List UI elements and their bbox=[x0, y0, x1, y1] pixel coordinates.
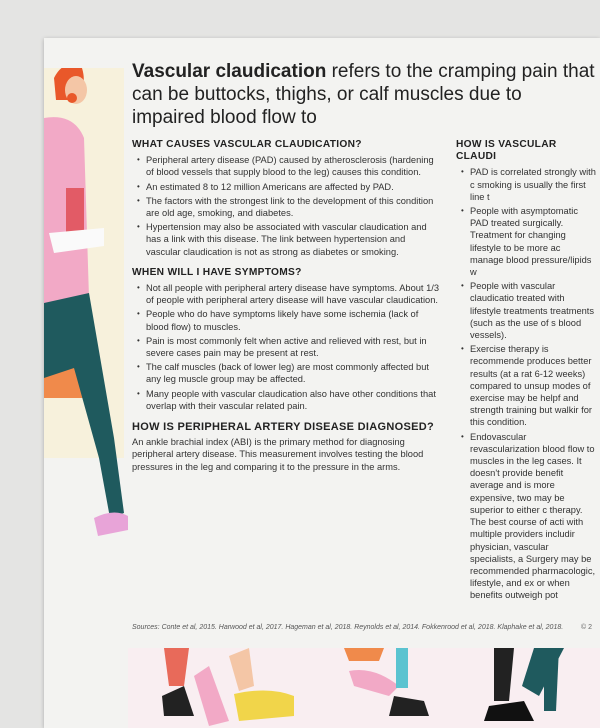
title-term: Vascular claudication bbox=[132, 61, 327, 82]
section-heading-treatment: HOW IS VASCULAR CLAUDI bbox=[456, 139, 557, 163]
list-item-line: blood flow to muscles in the leg bbox=[470, 443, 595, 467]
copyright: © 2 bbox=[581, 623, 592, 631]
list-item-line: smoking is usually the first line t bbox=[470, 179, 586, 202]
list-item-line: treatments (such as the use of s bbox=[470, 305, 595, 328]
list-item: • The calf muscles (back of lower leg) are most commonly affected but any leg muscle group may be affected. bbox=[132, 361, 442, 385]
list-item-line: blood vessels). bbox=[470, 317, 582, 341]
list-item: • An estimated 8 to 12 million Americans are affected by PAD. bbox=[132, 181, 442, 193]
woman-runner-illustration bbox=[44, 68, 128, 548]
list-item bbox=[456, 205, 596, 278]
list-item-line: or when benefits outweigh pot bbox=[470, 578, 570, 601]
list-item: • Peripheral artery disease (PAD) caused by atherosclerosis (hardening of blood vessels that supply blood to the leg) causes this condition. bbox=[132, 154, 442, 178]
list-item-line: Surgery may be recommended bbox=[470, 553, 592, 576]
list-item: • Hypertension may also be associated with vascular claudication and has a link with this disease. The link between hypertension and vascular claudication is not as strong as diabetes or smoking. bbox=[132, 221, 442, 258]
list-item-line: changing lifestyle to be more ac bbox=[470, 230, 566, 253]
list-item bbox=[456, 343, 596, 428]
list-item bbox=[456, 280, 596, 341]
list-item bbox=[456, 166, 596, 203]
list-item-line: produces better results (at a rat bbox=[470, 356, 592, 379]
section-heading-diagnosed: HOW IS PERIPHERAL ARTERY DISEASE DIAGNOSED? bbox=[132, 421, 434, 434]
title-line2: buttocks, thighs, or calf muscles due to impaired blood flow to bbox=[132, 84, 522, 128]
section-heading-symptoms: WHEN WILL I HAVE SYMPTOMS? bbox=[132, 266, 302, 278]
list-item-line: Exercise therapy is recommende bbox=[470, 344, 549, 367]
list-item bbox=[456, 431, 596, 602]
shoes-illustration bbox=[44, 648, 600, 728]
list-item-line: People with vascular claudicatio bbox=[470, 281, 556, 304]
list-item-line: with multiple providers includir bbox=[470, 517, 584, 540]
list-item-line: therapy. The best course of acti bbox=[470, 504, 583, 528]
list-item-line: cases. It doesn't provide benefit bbox=[470, 456, 582, 479]
title-line1: refers to the cramping pain that can be bbox=[132, 61, 595, 105]
list-item-line: two may be superior to either c bbox=[470, 492, 565, 515]
list-item: • The factors with the strongest link to the development of this condition are old age, smoking, and diabetes. bbox=[132, 195, 442, 219]
right-column bbox=[456, 139, 596, 611]
page-title bbox=[132, 60, 596, 129]
list-item-line: Endovascular revascularization bbox=[470, 431, 540, 454]
left-column bbox=[132, 139, 442, 473]
list-item-line: 6-12 weeks) compared to unsup bbox=[470, 368, 586, 391]
causes-list bbox=[132, 154, 442, 258]
list-item-line: physician, vascular specialists, a bbox=[470, 541, 549, 564]
handout-page bbox=[44, 38, 600, 728]
footer bbox=[132, 623, 592, 632]
list-item-line: treated surgically. Treatment for bbox=[470, 218, 564, 241]
list-item-line: modes of exercise may be helpf bbox=[470, 380, 591, 404]
list-item-line: for this condition. bbox=[470, 405, 592, 428]
list-item-line: and strength training but walkir bbox=[470, 393, 579, 416]
list-item-line: pharmacologic, lifestyle, and ex bbox=[470, 565, 596, 589]
list-item-line: average and is more expensive, bbox=[470, 480, 555, 503]
columns bbox=[132, 139, 596, 611]
list-item: • Not all people with peripheral artery disease have symptoms. About 1/3 of people with peripheral artery disease will have vascular claudication. bbox=[132, 282, 442, 306]
list-item: • Pain is most commonly felt when active and relieved with rest, but in severe cases pain may be present at rest. bbox=[132, 335, 442, 359]
diagnosed-text: An ankle brachial index (ABI) is the primary method for diagnosing peripheral artery disease. This measurement involves testing the blood pressures in the leg and comparing it to the pressure in the arms. bbox=[132, 437, 424, 472]
page-content bbox=[132, 60, 596, 632]
list-item-line: treated with lifestyle treatments bbox=[470, 293, 565, 316]
symptoms-list bbox=[132, 282, 442, 412]
list-item-line: PAD is correlated strongly with c bbox=[470, 167, 596, 190]
section-heading-causes: WHAT CAUSES VASCULAR CLAUDICATION? bbox=[132, 139, 362, 150]
list-item: • People who do have symptoms likely have some ischemia (lack of blood flow) to muscles. bbox=[132, 308, 442, 332]
list-item-line: People with asymptomatic PAD bbox=[470, 206, 578, 229]
list-item-line: manage blood pressure/lipids w bbox=[470, 254, 592, 278]
treatment-list bbox=[456, 166, 596, 601]
list-item: • Many people with vascular claudication also have other conditions that overlap with their vascular related pain. bbox=[132, 388, 442, 412]
sources-citation: Sources: Conte et al, 2015. Harwood et al, 2017. Hageman et al, 2018. Reynolds et al, 2014. Fokkenrood et al, 2018. Klaphake et al, 2018. bbox=[132, 623, 564, 631]
